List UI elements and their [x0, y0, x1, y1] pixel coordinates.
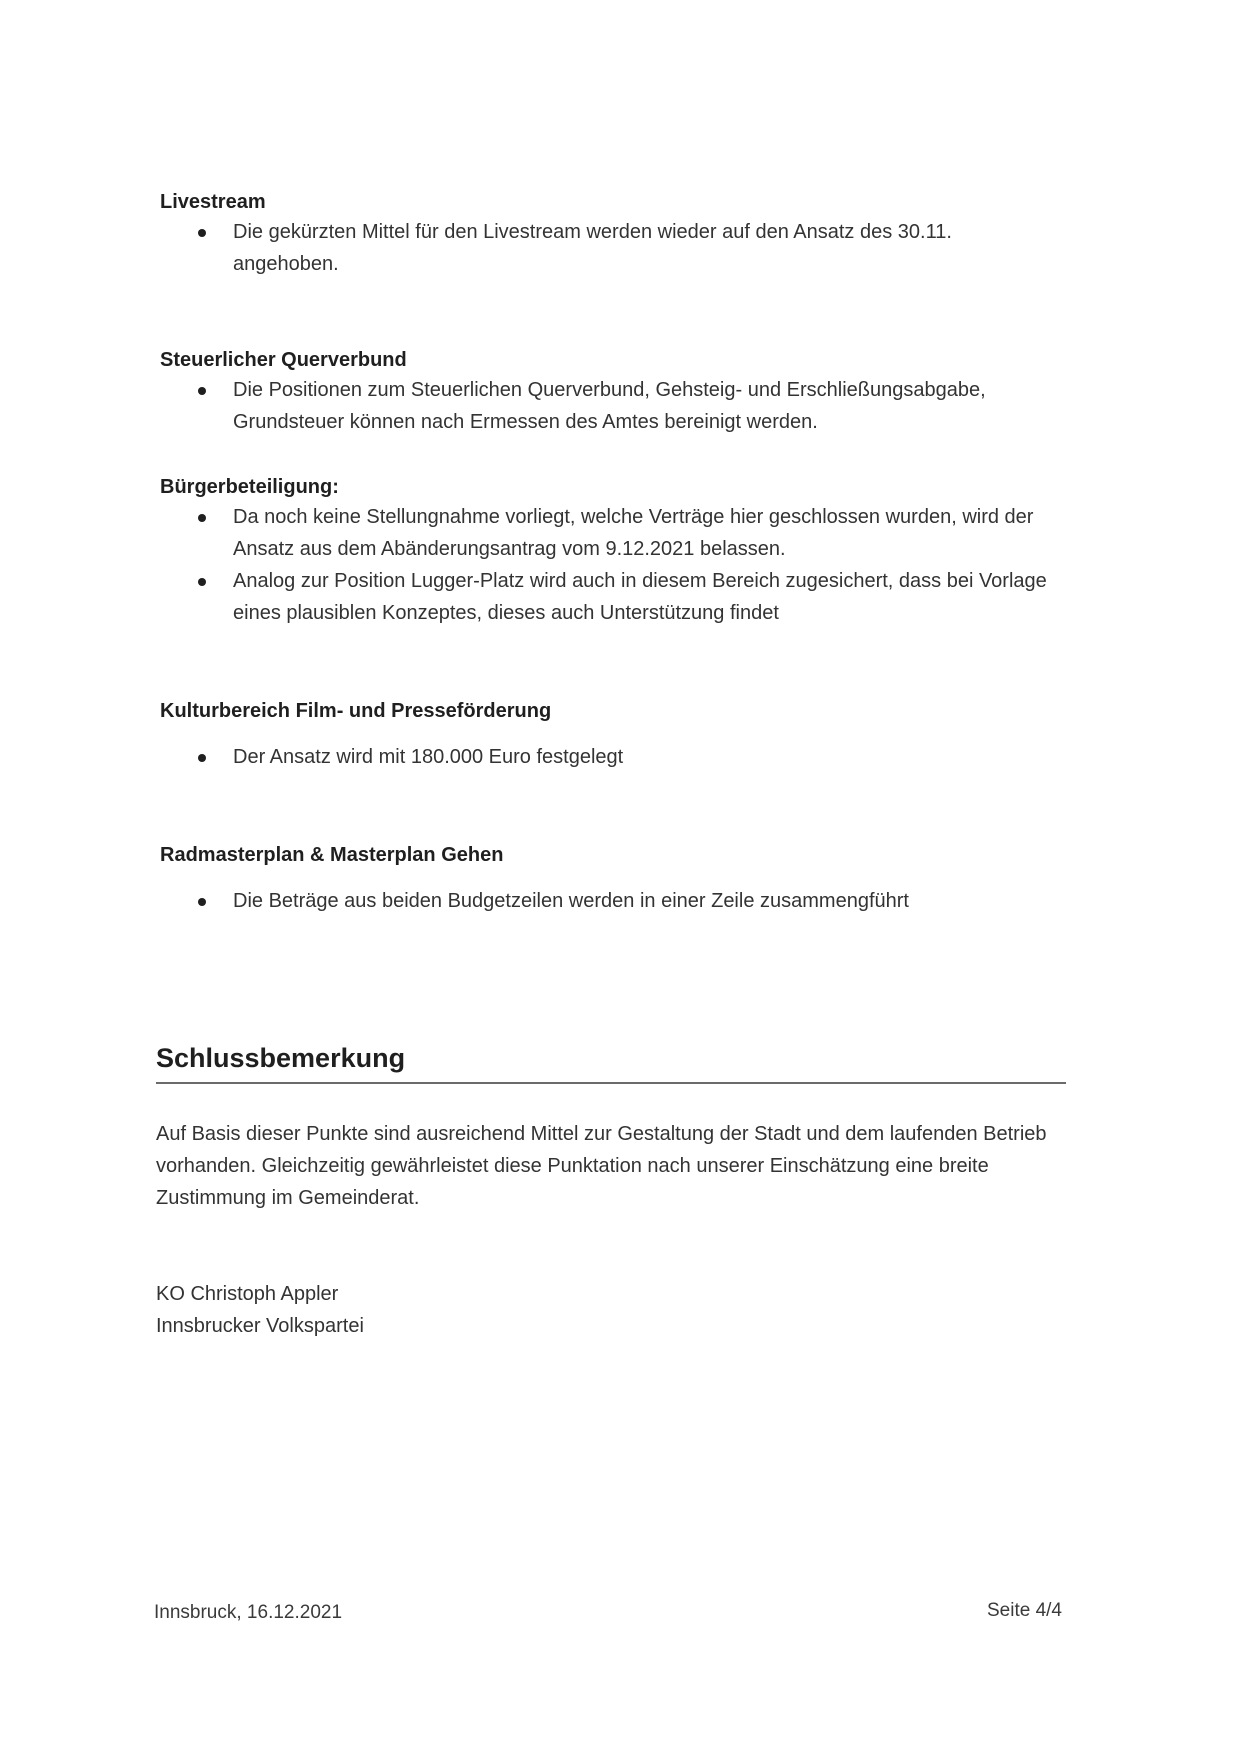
bullet-list — [160, 216, 1060, 280]
bullet-list — [160, 501, 1060, 629]
section-buergerbeteiligung — [160, 473, 1060, 629]
section-title: Radmasterplan & Masterplan Gehen — [160, 844, 504, 866]
bullet-icon — [198, 754, 206, 762]
closing-paragraph: Auf Basis dieser Punkte sind ausreichend Mittel zur Gestaltung der Stadt und dem laufenden Betrieb vorhanden. Gleichzeitig gewährleistet diese Punktation nach unserer Einschätzung eine breite Zustimmung im Gemeinderat. — [156, 1123, 1047, 1209]
list-item-text: Da noch keine Stellungnahme vorliegt, welche Verträge hier geschlossen wurden, wird der Ansatz aus dem Abänderungsantrag vom 9.12.2021 belassen. — [233, 506, 1034, 560]
section-livestream — [160, 188, 1060, 280]
bullet-icon — [198, 387, 206, 395]
bullet-list — [160, 374, 1060, 438]
bullet-list — [160, 885, 1060, 917]
signature-block — [156, 1278, 364, 1342]
list-item — [160, 741, 1060, 773]
section-kulturbereich — [160, 697, 1060, 773]
list-item — [160, 565, 1060, 629]
bullet-icon — [198, 578, 206, 586]
list-item — [160, 501, 1060, 565]
bullet-icon — [198, 514, 206, 522]
footer-page-number: Seite 4/4 — [987, 1600, 1062, 1621]
section-title: Livestream — [160, 191, 266, 213]
list-item-text: Analog zur Position Lugger-Platz wird auch in diesem Bereich zugesichert, dass bei Vorlage eines plausiblen Konzeptes, dieses auch Unterstützung findet — [233, 570, 1047, 624]
list-item-text: Die gekürzten Mittel für den Livestream werden wieder auf den Ansatz des 30.11. angehoben. — [233, 221, 952, 275]
list-item-text: Die Beträge aus beiden Budgetzeilen werden in einer Zeile zusammengführt — [233, 890, 909, 912]
list-item — [160, 885, 1060, 917]
section-title: Bürgerbeteiligung: — [160, 476, 339, 498]
list-item-text: Der Ansatz wird mit 180.000 Euro festgelegt — [233, 746, 624, 768]
section-title: Kulturbereich Film- und Presseförderung — [160, 700, 552, 722]
section-title: Steuerlicher Querverbund — [160, 349, 407, 371]
list-item — [160, 216, 1060, 280]
section-steuerlicher-querverbund — [160, 346, 1060, 438]
list-item — [160, 374, 1060, 438]
bullet-icon — [198, 898, 206, 906]
heading-underline — [156, 1082, 1066, 1084]
bullet-list — [160, 741, 1060, 773]
footer-place-date: Innsbruck, 16.12.2021 — [154, 1602, 343, 1623]
section-radmasterplan — [160, 841, 1060, 917]
bullet-icon — [198, 229, 206, 237]
closing-section-heading — [156, 1040, 1066, 1076]
signature-party: Innsbrucker Volkspartei — [156, 1315, 364, 1337]
closing-heading: Schlussbemerkung — [156, 1043, 406, 1073]
list-item-text: Die Positionen zum Steuerlichen Querverbund, Gehsteig- und Erschließungsabgabe, Grundsteuer können nach Ermessen des Amtes bereinigt werden. — [233, 379, 986, 433]
signature-name: KO Christoph Appler — [156, 1283, 339, 1305]
